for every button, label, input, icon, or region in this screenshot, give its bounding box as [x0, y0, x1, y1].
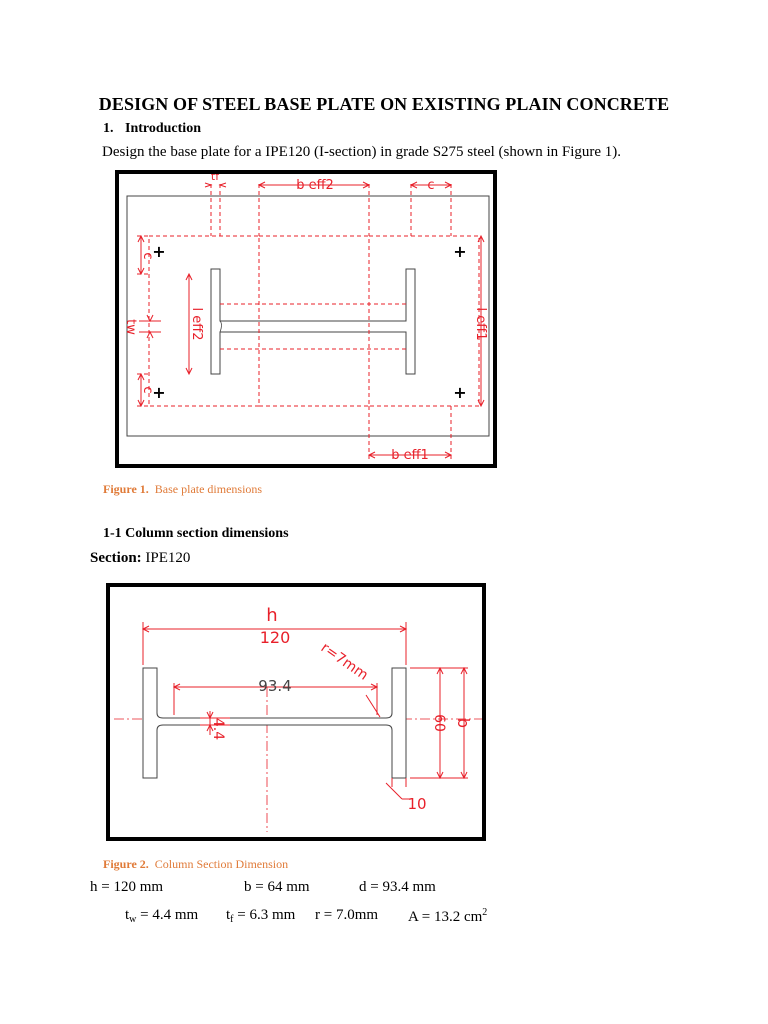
dim-area-value: A = 13.2 cm [408, 909, 483, 925]
dim-area-superscript: 2 [482, 907, 488, 918]
document-title: DESIGN OF STEEL BASE PLATE ON EXISTING PLAIN CONCRETE [98, 94, 670, 114]
section-value: IPE120 [145, 550, 191, 566]
label-b-value: 60 [431, 714, 447, 732]
dim-tw-symbol: t [125, 907, 130, 923]
dim-tf-subscript: f [230, 914, 234, 925]
figure-2-caption-label: Figure 2. [103, 857, 149, 871]
section-label: Section: [90, 550, 142, 566]
dim-tf [226, 907, 295, 925]
dim-r: r = 7.0mm [315, 907, 379, 923]
label-tf: tf [210, 174, 220, 183]
label-b-eff1: b eff1 [391, 448, 429, 463]
intro-number: 1. [103, 121, 114, 136]
label-c-left-top: c [140, 252, 155, 260]
figure-1-caption [103, 482, 262, 497]
label-h: h [266, 605, 278, 626]
dim-tw-value: = 4.4 mm [136, 907, 199, 923]
base-plate-outline [127, 196, 489, 436]
label-l-eff2: l eff2 [189, 307, 204, 341]
subsection-heading: 1-1 Column section dimensions [103, 526, 289, 541]
label-b-eff2: b eff2 [296, 178, 334, 193]
dim-tf-value: = 6.3 mm [233, 907, 296, 923]
label-c-left-bottom: c [140, 386, 155, 394]
dim-tw [125, 907, 198, 925]
section-line [90, 550, 190, 567]
bolt-plus-bl: + [152, 383, 166, 402]
label-tf-value: 10 [407, 795, 427, 813]
label-l-eff1: l eff1 [473, 307, 488, 341]
figure-1-base-plate [115, 170, 497, 468]
label-tw-value: 4.4 [210, 717, 226, 741]
figure-2-caption [103, 857, 288, 872]
figure-1-caption-text: Base plate dimensions [154, 482, 263, 496]
label-c-top: c [427, 178, 435, 193]
dim-tf-symbol: t [226, 907, 231, 923]
bolt-plus-tl: + [152, 242, 166, 261]
dim-area [408, 907, 487, 926]
label-tw: tw [123, 319, 138, 335]
intro-text: Design the base plate for a IPE120 (I-section) in grade S275 steel (shown in Figure 1). [102, 144, 622, 160]
figure-1-drawing [119, 174, 493, 464]
figure-1-caption-label: Figure 1. [103, 482, 149, 496]
label-h-value: 120 [259, 628, 291, 647]
intro-heading [103, 121, 201, 137]
dim-d: d = 93.4 mm [359, 879, 436, 895]
dim-tw-subscript: w [129, 914, 137, 925]
figure-2-drawing [110, 587, 482, 837]
bolt-plus-br: + [453, 383, 467, 402]
figure-2-column-section [106, 583, 486, 841]
label-b: b [454, 717, 473, 729]
label-radius: r=7mm [317, 639, 371, 684]
intro-heading-text: Introduction [125, 121, 201, 136]
i-section-outline [211, 269, 415, 374]
bolt-plus-tr: + [453, 242, 467, 261]
label-d-value: 93.4 [258, 677, 292, 695]
dim-h: h = 120 mm [90, 879, 164, 895]
dim-b: b = 64 mm [244, 879, 310, 895]
figure-2-caption-text: Column Section Dimension [154, 857, 289, 871]
